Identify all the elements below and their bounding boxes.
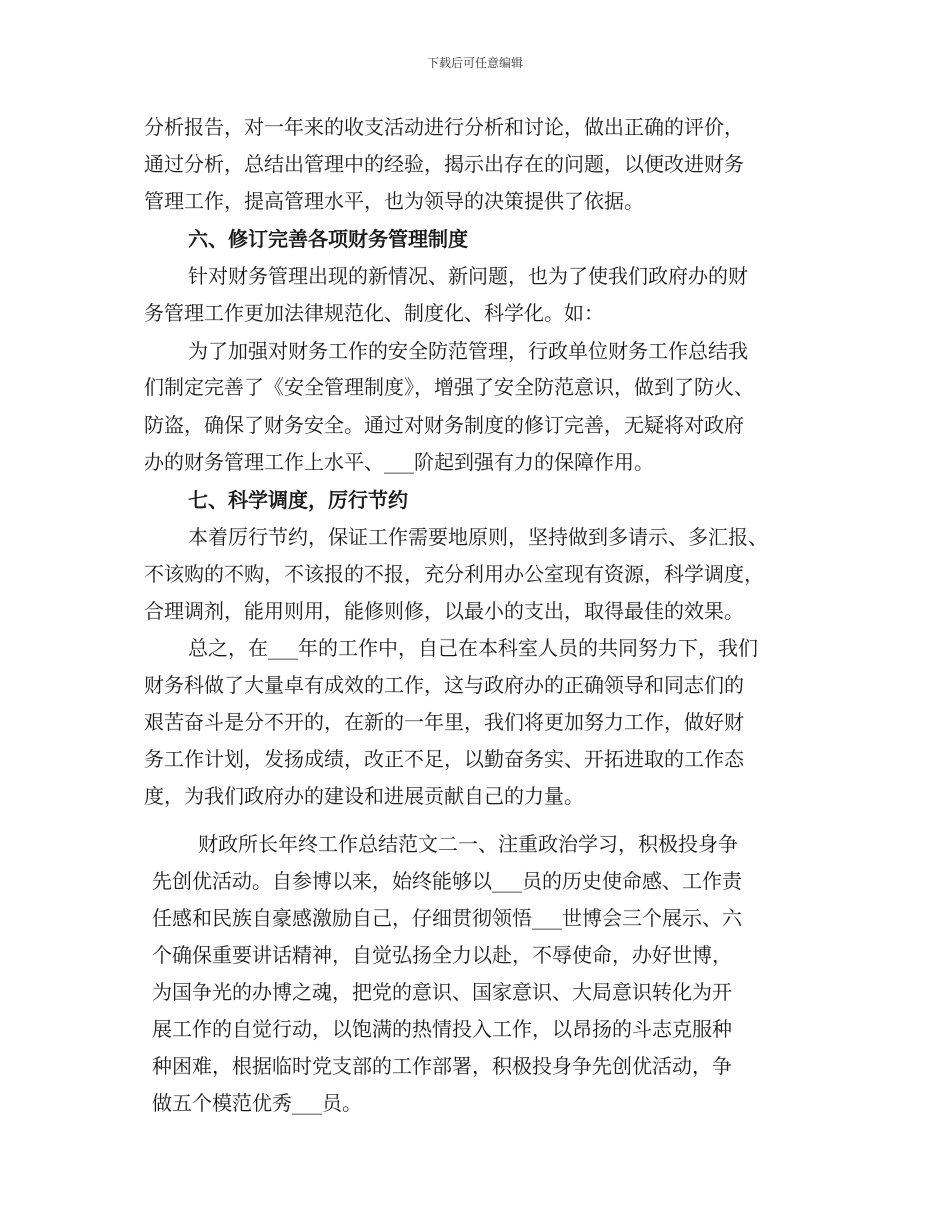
body-line: 财政所长年终工作总结范文二一、注重政治学习，积极投身争 — [198, 832, 738, 856]
section-heading-6: 六、修订完善各项财务管理制度 — [188, 227, 468, 251]
body-line: 种困难，根据临时党支部的工作部署，积极投身争先创优活动，争 — [152, 1054, 732, 1078]
page-header-note: 下载后可任意编辑 — [426, 56, 523, 70]
body-line: 不该购的不购，不该报的不报，充分利用办公室现有资源，科学调度， — [144, 562, 764, 586]
body-line: 展工作的自觉行动，以饱满的热情投入工作，以昂扬的斗志克服种 — [152, 1017, 732, 1041]
body-line: 个确保重要讲话精神，自觉弘扬全力以赴，不辱使命，办好世博， — [152, 943, 732, 967]
body-line: 艰苦奋斗是分不开的，在新的一年里，我们将更加努力工作，做好财 — [144, 710, 744, 734]
body-line: 分析报告，对一年来的收支活动进行分析和讨论，做出正确的评价， — [144, 115, 744, 139]
body-line: 针对财务管理出现的新情况、新问题，也为了使我们政府办的财 — [188, 264, 748, 288]
body-line: 财务科做了大量卓有成效的工作，这与政府办的正确领导和同志们的 — [144, 673, 744, 697]
body-line: 为国争光的办博之魂，把党的意识、国家意识、大局意识转化为开 — [152, 980, 732, 1004]
body-line: 办的财务管理工作上水平、___阶起到强有力的保障作用。 — [144, 450, 654, 474]
body-line: 防盗，确保了财务安全。通过对财务制度的修订完善，无疑将对政府 — [144, 413, 744, 437]
body-line: 度，为我们政府办的建设和进展贡献自己的力量。 — [144, 784, 584, 808]
body-line: 总之，在___年的工作中，自己在本科室人员的共同努力下，我们 — [188, 636, 758, 660]
body-line: 做五个模范优秀___员。 — [152, 1091, 362, 1115]
body-line: 本着厉行节约，保证工作需要地原则，坚持做到多请示、多汇报、 — [188, 525, 768, 549]
body-line: 为了加强对财务工作的安全防范管理，行政单位财务工作总结我 — [188, 339, 748, 363]
body-line: 合理调剂，能用则用，能修则修，以最小的支出，取得最佳的效果。 — [144, 599, 744, 623]
body-line: 任感和民族自豪感激励自己，仔细贯彻领悟___世博会三个展示、六 — [152, 906, 742, 930]
body-line: 通过分析，总结出管理中的经验，揭示出存在的问题，以便改进财务 — [144, 152, 744, 176]
section-heading-7: 七、科学调度，厉行节约 — [188, 488, 408, 512]
body-line: 管理工作，提高管理水平，也为领导的决策提供了依据。 — [144, 189, 644, 213]
body-line: 们制定完善了《安全管理制度》，增强了安全防范意识，做到了防火、 — [144, 375, 754, 399]
body-line: 务工作计划，发扬成绩，改正不足，以勤奋务实、开拓进取的工作态 — [144, 747, 744, 771]
body-line: 务管理工作更加法律规范化、制度化、科学化。如： — [144, 301, 604, 325]
body-line: 先创优活动。自参博以来，始终能够以___员的历史使命感、工作责 — [152, 869, 742, 893]
